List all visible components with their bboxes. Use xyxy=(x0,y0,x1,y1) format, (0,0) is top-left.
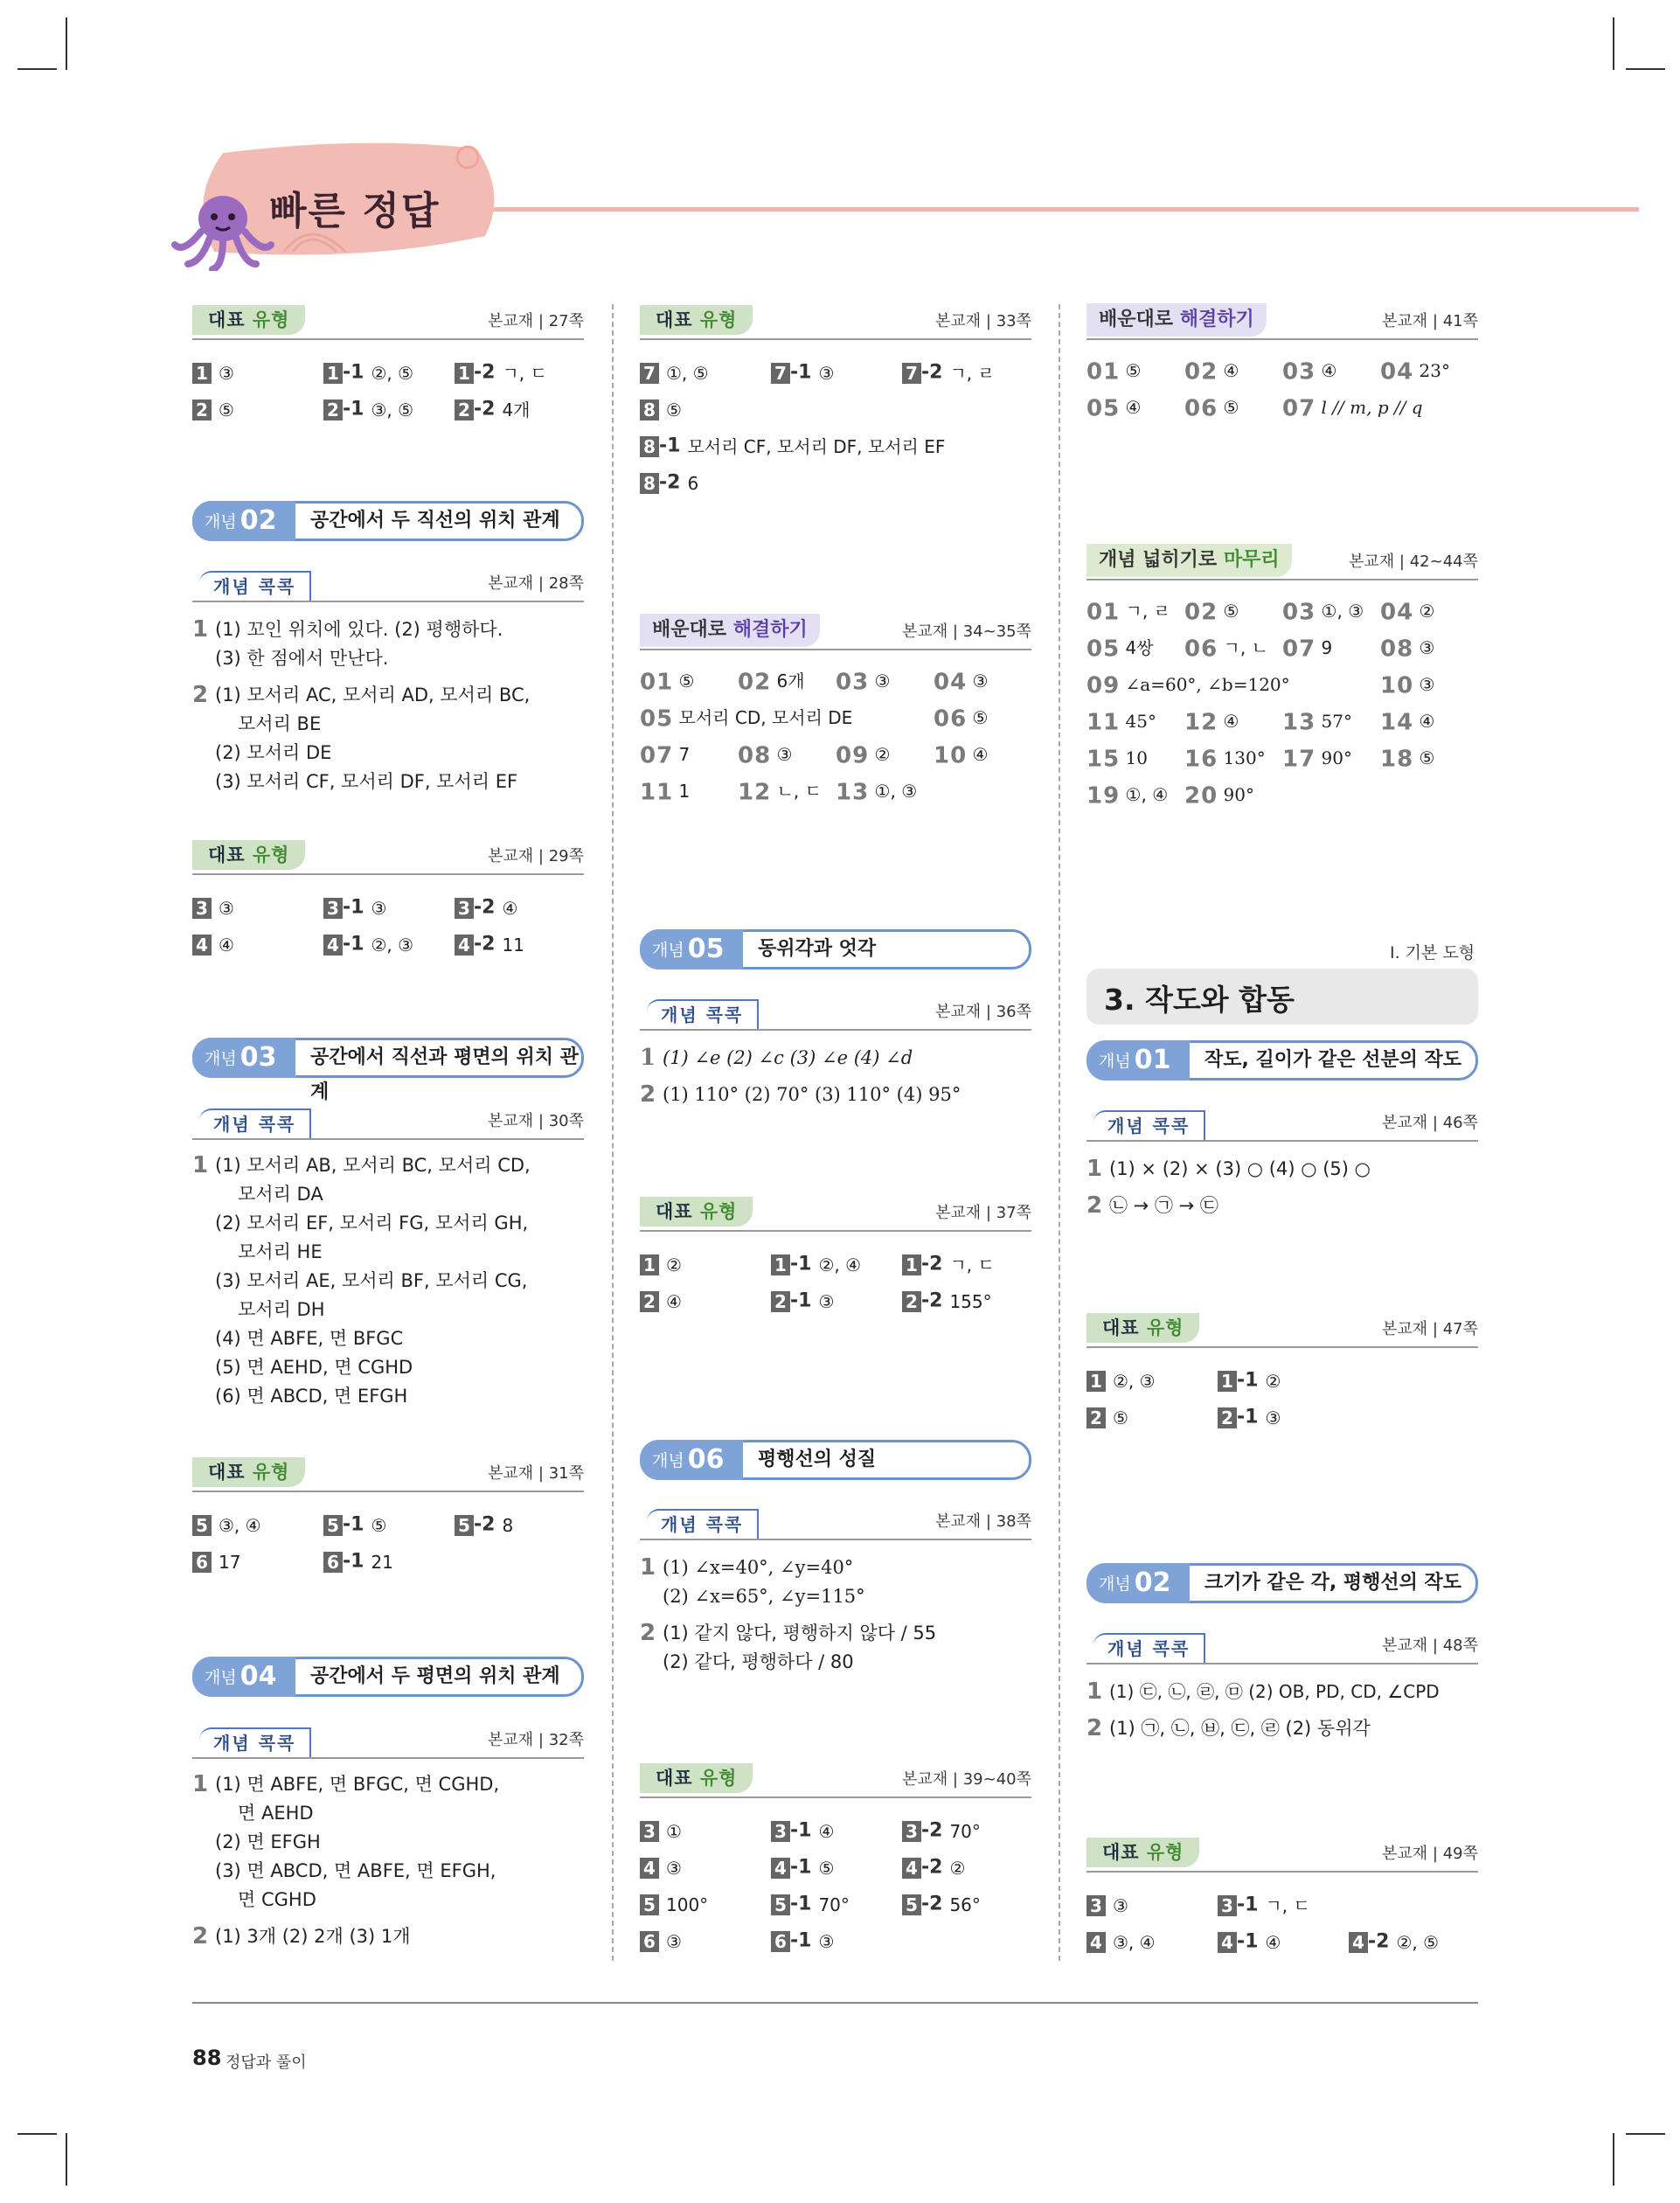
answer-row: 6 17 6 -1 21 xyxy=(192,1547,584,1574)
concept-title-bar: 개념 05 동위각과 엇각 xyxy=(640,929,1031,969)
answer-row: 1 ②, ③ 1 -1 ② xyxy=(1086,1366,1478,1393)
page-number: 88 xyxy=(192,2046,222,2070)
page-ref: 본교재 | 27쪽 xyxy=(488,312,584,330)
concept-check-block: 개념 콕콕 본교재 | 30쪽 1 (1) 모서리 AB, 모서리 BC, 모서리 CD, 모서리 DA (2) 모서리 EF, 모서리 FG, 모서리 GH, 모서리 HE (3) 모서리 AE, 모서리 BF, 모서리 CG, 모서리 DH (4) 면 ABFE, 면 BFGC (5) 면 AEHD, 면 CGHD (6) 면 ABCD, 면 EFGH xyxy=(192,1102,584,1140)
concept-check-block: 개념 콕콕 본교재 | 36쪽 1 (1) ∠e (2) ∠c (3) ∠e (4) ∠d 2 (1) 110° (2) 70° (3) 110° (4) 95° xyxy=(640,992,1031,1031)
answer-row: 2 ⑤ 2 -1 ③, ⑤ 2 -2 4개 xyxy=(192,395,584,421)
crop-mark xyxy=(1613,17,1614,70)
crop-mark xyxy=(17,2133,57,2135)
page-ref: 본교재 | 28쪽 xyxy=(488,574,584,593)
page-ref: 본교재 | 48쪽 xyxy=(1382,1637,1478,1655)
answer-row: 5 100° 5 -1 70° 5 -2 56° xyxy=(640,1890,1031,1916)
concept-check-block: 개념 콕콕 본교재 | 48쪽 1 (1) ㉢, ㉡, ㉣, ㉤ (2) OB, PD, CD, ∠CPD 2 (1) ㉠, ㉡, ㉥, ㉢, ㉣ (2) 동위각 xyxy=(1086,1626,1478,1664)
answer-row: 5 ③, ④ 5 -1 ⑤ 5 -2 8 xyxy=(192,1511,584,1537)
rep-type-block: 대표 유형 본교재 | 39~40쪽 3 ① 3 -1 ④ 3 -2 70° 4 ③ 4 -1 ⑤ 4 -2 ② 5 100° 5 -1 70° 5 -2 56° 6 ③ 6 -1 ③ xyxy=(640,1760,1031,1798)
crop-mark xyxy=(66,17,67,70)
page-ref: 본교재 | 38쪽 xyxy=(935,1512,1031,1531)
solve-tag: 배운대로 해결하기 xyxy=(640,614,820,647)
page-ref: 본교재 | 46쪽 xyxy=(1382,1114,1478,1132)
rep-type-tag: 대표 유형 xyxy=(192,305,305,335)
page-ref: 본교재 | 32쪽 xyxy=(488,1731,584,1749)
footer-rule xyxy=(192,2002,1478,2004)
page-ref: 본교재 | 30쪽 xyxy=(488,1112,584,1130)
wrapup-block: 개념 넓히기로 마무리 본교재 | 42~44쪽 01 ㄱ, ㄹ 02 ⑤ 03 ①, ③ 04 ② 05 4쌍 06 ㄱ, ㄴ 07 9 08 ③ 09 ∠a=60°, ∠b=120° 10 ③ 11 45° 12 ④ 13 57° 14 ④ 15 10 16 130° 17 90° 18 ⑤ 19 ①, ④ 20 90° xyxy=(1086,542,1478,580)
concept-title-bar: 개념 01 작도, 길이가 같은 선분의 작도 xyxy=(1086,1040,1478,1081)
crop-mark xyxy=(1626,2133,1665,2135)
column-divider xyxy=(1059,304,1060,1961)
page-ref: 본교재 | 29쪽 xyxy=(488,847,584,865)
crop-mark xyxy=(1626,68,1665,70)
solve-block: 배운대로 해결하기 본교재 | 34~35쪽 01 ⑤ 02 6개 03 ③ 04 ③ 05 모서리 CD, 모서리 DE 06 ⑤ 07 7 08 ③ 09 ② 10 ④ 11 1 12 ㄴ, ㄷ 13 ①, ③ xyxy=(640,612,1031,650)
rep-type-block: 대표 유형 본교재 | 33쪽 7 ①, ⑤ 7 -1 ③ 7 -2 ㄱ, ㄹ 8 ⑤ 8 -1 모서리 CF, 모서리 DF, 모서리 EF 8 -2 6 xyxy=(640,302,1031,340)
page-ref: 본교재 | 41쪽 xyxy=(1382,312,1478,330)
concept-check-block: 개념 콕콕 본교재 | 46쪽 1 (1) × (2) × (3) ○ (4) ○ (5) ○ 2 ㉡ → ㉠ → ㉢ xyxy=(1086,1103,1478,1142)
page-ref: 본교재 | 36쪽 xyxy=(935,1003,1031,1021)
answer-row: 4 ④ 4 -1 ②, ③ 4 -2 11 xyxy=(192,930,584,956)
page-ref: 본교재 | 37쪽 xyxy=(935,1204,1031,1222)
rep-type-block xyxy=(192,302,584,420)
answer-row: 7 ①, ⑤ 7 -1 ③ 7 -2 ㄱ, ㄹ xyxy=(640,358,1031,385)
answer-row: 2 ⑤ 2 -1 ③ xyxy=(1086,1403,1478,1429)
concept-title-bar: 개념 06 평행선의 성질 xyxy=(640,1440,1031,1480)
page-ref: 본교재 | 47쪽 xyxy=(1382,1320,1478,1338)
page-ref: 본교재 | 31쪽 xyxy=(488,1464,584,1483)
concept-title-bar: 개념 02 공간에서 두 직선의 위치 관계 xyxy=(192,501,584,541)
rep-type-block: 대표 유형 본교재 | 31쪽 5 ③, ④ 5 -1 ⑤ 5 -2 8 6 17 6 -1 21 xyxy=(192,1454,584,1492)
chapter-heading: 3. 작도와 합동 xyxy=(1086,969,1478,1025)
answer-row: 4 ③, ④ 4 -1 ④ 4 -2 ②, ⑤ xyxy=(1086,1928,1478,1954)
answer-row: 2 ④ 2 -1 ③ 2 -2 155° xyxy=(640,1287,1031,1313)
crop-mark xyxy=(66,2133,67,2186)
concept-title-bar: 개념 04 공간에서 두 평면의 위치 관계 xyxy=(192,1657,584,1697)
answer-row: 3 ③ 3 -1 ㄱ, ㄷ xyxy=(1086,1891,1478,1917)
page-ref: 본교재 | 33쪽 xyxy=(935,312,1031,330)
rep-type-block: 대표 유형 본교재 | 49쪽 3 ③ 3 -1 ㄱ, ㄷ 4 ③, ④ 4 -1 ④ 4 -2 ②, ⑤ xyxy=(1086,1834,1478,1873)
chapter-label: I. 기본 도형 xyxy=(1390,943,1475,963)
rep-type-block: 대표 유형 본교재 | 47쪽 1 ②, ③ 1 -1 ② 2 ⑤ 2 -1 ③ xyxy=(1086,1310,1478,1348)
concept-check-tag: 개념 콕콕 xyxy=(199,571,311,601)
page-ref: 본교재 | 39~40쪽 xyxy=(902,1770,1031,1789)
rep-type-block: 대표 유형 본교재 | 29쪽 3 ③ 3 -1 ③ 3 -2 ④ 4 ④ 4 -1 ②, ③ 4 -2 11 xyxy=(192,837,584,875)
footer-label: 정답과 풀이 xyxy=(226,2054,307,2072)
answer-row: 1 ② 1 -1 ②, ④ 1 -2 ㄱ, ㄷ xyxy=(640,1250,1031,1276)
page-ref: 본교재 | 34~35쪽 xyxy=(902,622,1031,641)
answer-row: 4 ③ 4 -1 ⑤ 4 -2 ② xyxy=(640,1853,1031,1880)
column-divider xyxy=(612,304,614,1961)
answer-row: 6 ③ 6 -1 ③ xyxy=(640,1927,1031,1953)
concept-title-bar: 개념 03 공간에서 직선과 평면의 위치 관계 xyxy=(192,1038,584,1078)
octopus-icon xyxy=(170,184,275,271)
answer-row: 1 ③ 1 -1 ②, ⑤ 1 -2 ㄱ, ㄷ xyxy=(192,358,584,385)
crop-mark xyxy=(17,68,57,70)
concept-check-block: 개념 콕콕 본교재 | 28쪽 1 (1) 꼬인 위치에 있다. (2) 평행하다. (3) 한 점에서 만난다. 2 (1) 모서리 AC, 모서리 AD, 모서리 BC, 모서리 BE (2) 모서리 DE (3) 모서리 CF, 모서리 DF, 모서리 EF xyxy=(192,564,584,602)
concept-check-block: 개념 콕콕 본교재 | 32쪽 1 (1) 면 ABFE, 면 BFGC, 면 CGHD, 면 AEHD (2) 면 EFGH (3) 면 ABCD, 면 ABFE, 면 EFGH, 면 CGHD 2 (1) 3개 (2) 2개 (3) 1개 xyxy=(192,1720,584,1759)
concept-check-block: 개념 콕콕 본교재 | 38쪽 1 (1) ∠x=40°, ∠y=40° (2) ∠x=65°, ∠y=115° 2 (1) 같지 않다, 평행하지 않다 / 55 (2) 같다, 평행하다 / 80 xyxy=(640,1502,1031,1540)
solve-block: 배운대로 해결하기 본교재 | 41쪽 01 ⑤ 02 ④ 03 ④ 04 23° 05 ④ 06 ⑤ 07 l // m, p // q xyxy=(1086,302,1478,340)
page-title: 빠른 정답 xyxy=(269,189,441,233)
answer-row: 3 ③ 3 -1 ③ 3 -2 ④ xyxy=(192,893,584,920)
wrapup-tag: 개념 넓히기로 마무리 xyxy=(1086,544,1292,577)
header-rule xyxy=(485,207,1639,212)
rep-type-block: 대표 유형 본교재 | 37쪽 1 ② 1 -1 ②, ④ 1 -2 ㄱ, ㄷ 2 ④ 2 -1 ③ 2 -2 155° xyxy=(640,1193,1031,1232)
page-ref: 본교재 | 42~44쪽 xyxy=(1349,552,1478,571)
answer-row: 3 ① 3 -1 ④ 3 -2 70° xyxy=(640,1817,1031,1843)
crop-mark xyxy=(1613,2133,1614,2186)
concept-title-bar: 개념 02 크기가 같은 각, 평행선의 작도 xyxy=(1086,1563,1478,1603)
page-ref: 본교재 | 49쪽 xyxy=(1382,1845,1478,1863)
